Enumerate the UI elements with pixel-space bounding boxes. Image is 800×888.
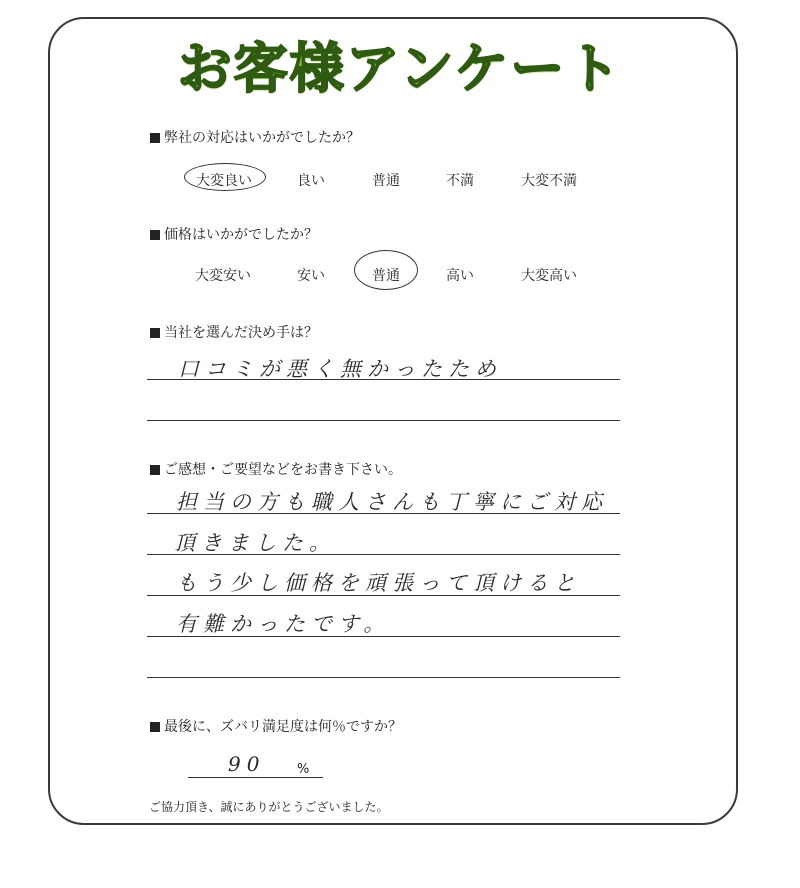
question-1-label: 弊社の対応はいかがでしたか？ bbox=[164, 130, 360, 146]
answer-line bbox=[147, 554, 620, 555]
q2-option-3[interactable]: 普通 bbox=[372, 268, 400, 284]
q1-option-3[interactable]: 普通 bbox=[372, 173, 400, 189]
question-4-label: ご感想・ご要望などをお書き下さい。 bbox=[164, 462, 402, 478]
answer-4-line-2: 頂きました。 bbox=[174, 531, 336, 555]
bullet-square-icon bbox=[150, 133, 160, 143]
bullet-square-icon bbox=[150, 722, 160, 732]
answer-line bbox=[147, 595, 620, 596]
survey-title: お客様アンケート bbox=[177, 37, 623, 100]
answer-line bbox=[147, 636, 620, 637]
bullet-square-icon bbox=[150, 230, 160, 240]
answer-4-line-1: 担当の方も職人さんも丁寧にご対応 bbox=[176, 490, 608, 514]
q1-option-2[interactable]: 良い bbox=[297, 173, 325, 189]
q1-option-4[interactable]: 不満 bbox=[446, 173, 474, 189]
q2-option-5[interactable]: 大変高い bbox=[521, 268, 577, 284]
answer-line bbox=[188, 777, 323, 778]
footer-thanks: ご協力頂き、誠にありがとうございました。 bbox=[149, 800, 389, 814]
answer-3-line-1: 口コミが悪く無かったため bbox=[178, 357, 502, 381]
q1-option-1[interactable]: 大変良い bbox=[196, 173, 252, 189]
question-4 bbox=[150, 459, 402, 479]
answer-line bbox=[147, 513, 620, 514]
answer-line bbox=[147, 677, 620, 678]
question-2 bbox=[150, 224, 318, 244]
percent-unit: % bbox=[297, 762, 310, 777]
answer-line bbox=[147, 420, 620, 421]
q2-option-4[interactable]: 高い bbox=[446, 268, 474, 284]
question-5-label: 最後に、ズバリ満足度は何％ですか？ bbox=[164, 719, 402, 735]
q2-option-2[interactable]: 安い bbox=[297, 268, 325, 284]
question-3 bbox=[150, 322, 318, 342]
answer-line bbox=[147, 379, 620, 380]
question-2-label: 価格はいかがでしたか？ bbox=[164, 227, 318, 243]
bullet-square-icon bbox=[150, 328, 160, 338]
bullet-square-icon bbox=[150, 465, 160, 475]
q2-option-1[interactable]: 大変安い bbox=[195, 268, 251, 284]
question-5 bbox=[150, 716, 402, 736]
question-1 bbox=[150, 127, 360, 147]
satisfaction-value: 90 bbox=[228, 752, 266, 776]
answer-4-line-4: 有難かったです。 bbox=[176, 612, 391, 636]
question-3-label: 当社を選んだ決め手は？ bbox=[164, 325, 318, 341]
answer-4-line-3: もう少し価格を頑張って頂けると bbox=[176, 571, 581, 595]
q1-option-5[interactable]: 大変不満 bbox=[521, 173, 577, 189]
